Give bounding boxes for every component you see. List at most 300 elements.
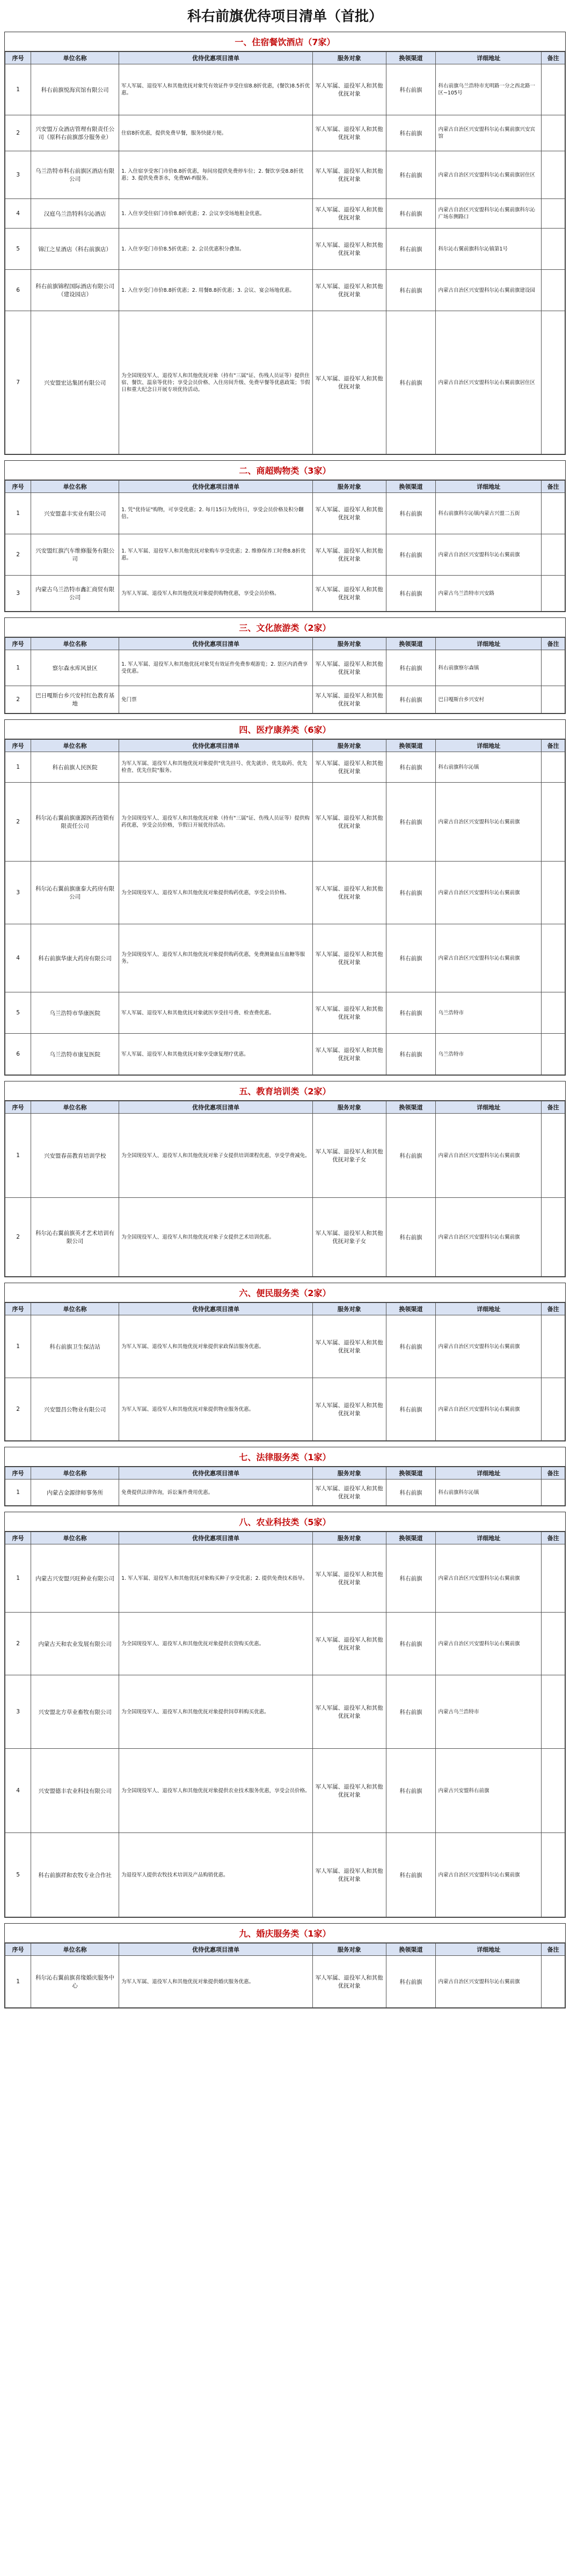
address: 内蒙古自治区兴安盟科尔沁右翼前旗 [436,1315,542,1378]
remark [542,1833,565,1917]
table-header-cell: 优待优惠项目清单 [119,481,313,493]
address: 内蒙古兴安盟科右前旗 [436,1749,542,1833]
benefit-list: 为全国现役军人、退役军人和其他优抚对象（持有"三属"证、伤残人员证等）提供购药优惠，享受会员价格，节假日开展优待活动。 [119,783,313,862]
table-header-row [5,1944,565,1956]
benefit-list: 免费提供法律咨询，诉讼案件费用优惠。 [119,1480,313,1506]
table-header-cell: 单位名称 [31,1532,119,1544]
service-target: 军人军属、退役军人和其他优抚对象 [312,1956,386,2008]
table-row [5,1034,565,1075]
exchange-channel: 科右前旗 [386,576,436,612]
address: 科右前旗察尔森镇 [436,650,542,686]
table-row [5,151,565,199]
table-row [5,311,565,454]
table-row [5,1675,565,1749]
exchange-channel: 科右前旗 [386,1675,436,1749]
table-header-cell: 序号 [5,1944,31,1956]
table-row [5,534,565,576]
exchange-channel: 科右前旗 [386,1198,436,1277]
remark [542,1198,565,1277]
benefit-list: 为全国现役军人、退役军人和其他优抚对象子女提供艺术培训优惠。 [119,1198,313,1277]
benefit-list: 免门票 [119,686,313,713]
service-target: 军人军属、退役军人和其他优抚对象子女 [312,1198,386,1277]
table-header-cell: 服务对象 [312,1101,386,1114]
table-header-cell: 优待优惠项目清单 [119,740,313,752]
unit-name: 内蒙古天和农业发展有限公司 [31,1613,119,1675]
benefit-list: 为军人军属、退役军人和其他优抚对象提供"优先挂号、优先就诊、优先取药、优先检查、优先住院"服务。 [119,752,313,783]
table-header-cell: 序号 [5,638,31,650]
remark [542,1675,565,1749]
benefit-list: 1. 入住享受住宿门市价8.8折优惠；2. 会议享受场地租金优惠。 [119,199,313,229]
table-header-cell: 详细地址 [436,481,542,493]
table-header-cell: 服务对象 [312,1303,386,1315]
service-target: 军人军属、退役军人和其他优抚对象 [312,64,386,115]
table-header-cell: 换领渠道 [386,1303,436,1315]
benefit-list: 为全国现役军人、退役军人和其他优抚对象提供饲草料购买优惠。 [119,1675,313,1749]
unit-name: 兴安盟嘉丰实业有限公司 [31,493,119,534]
exchange-channel: 科右前旗 [386,493,436,534]
remark [542,1613,565,1675]
address: 内蒙古乌兰浩特市兴安路 [436,576,542,612]
table-header-cell: 备注 [542,1532,565,1544]
exchange-channel: 科右前旗 [386,992,436,1034]
table-header-cell: 详细地址 [436,52,542,64]
table-row [5,924,565,992]
benefit-list: 军人军属、退役军人和其他优抚对象享受康复理疗优惠。 [119,1034,313,1075]
unit-name: 乌兰浩特市科右前旗区酒店有限公司 [31,151,119,199]
section-title: 七、法律服务类（1家） [5,1447,565,1467]
remark [542,1544,565,1613]
remark [542,229,565,270]
table-header-cell: 单位名称 [31,52,119,64]
table-header-row [5,481,565,493]
exchange-channel: 科右前旗 [386,1480,436,1506]
table-row [5,1378,565,1441]
row-index: 1 [5,493,31,534]
remark [542,924,565,992]
benefit-list: 军人军属、退役军人和其他优抚对象就医享受挂号费、检查费优惠。 [119,992,313,1034]
service-target: 军人军属、退役军人和其他优抚对象 [312,686,386,713]
row-index: 5 [5,1833,31,1917]
unit-name: 兴安盟宏达集团有限公司 [31,311,119,454]
unit-name: 内蒙古乌兰浩特市鑫汇商贸有限公司 [31,576,119,612]
table-row [5,493,565,534]
section [4,1081,566,1277]
address: 内蒙古自治区兴安盟科尔沁右翼前旗 [436,1198,542,1277]
address: 内蒙古自治区兴安盟科尔沁右翼前旗 [436,783,542,862]
table-row [5,1480,565,1506]
benefit-list: 为全国现役军人、退役军人和其他优抚对象子女提供培训课程优惠，享受学费减免。 [119,1114,313,1198]
table-header-cell: 换领渠道 [386,1101,436,1114]
table-header-row [5,740,565,752]
benefit-list: 为全国现役军人、退役军人和其他优抚对象提供购药优惠，享受会员价格。 [119,862,313,924]
exchange-channel: 科右前旗 [386,1613,436,1675]
service-target: 军人军属、退役军人和其他优抚对象 [312,1034,386,1075]
table-header-cell: 备注 [542,638,565,650]
table-header-cell: 详细地址 [436,1303,542,1315]
table-header-cell: 详细地址 [436,1532,542,1544]
unit-name: 兴安盟红旗汽车维修服务有限公司 [31,534,119,576]
benefit-list: 1. 军人军属、退役军人和其他优抚对象凭有效证件免费参观游览；2. 景区内消费享受优惠。 [119,650,313,686]
row-index: 7 [5,311,31,454]
remark [542,64,565,115]
service-target: 军人军属、退役军人和其他优抚对象 [312,534,386,576]
exchange-channel: 科右前旗 [386,1378,436,1441]
section [4,460,566,612]
exchange-channel: 科右前旗 [386,1114,436,1198]
exchange-channel: 科右前旗 [386,783,436,862]
service-target: 军人军属、退役军人和其他优抚对象 [312,1749,386,1833]
table-header-cell: 服务对象 [312,1944,386,1956]
table-header-cell: 优待优惠项目清单 [119,1532,313,1544]
unit-name: 兴安盟北方草业畜牧有限公司 [31,1675,119,1749]
address: 内蒙古自治区兴安盟科尔沁右翼前旗 [436,1114,542,1198]
table-header-cell: 详细地址 [436,1467,542,1480]
table-header-cell: 单位名称 [31,1303,119,1315]
table-header-cell: 单位名称 [31,481,119,493]
section [4,1283,566,1441]
row-index: 2 [5,1613,31,1675]
address: 内蒙古自治区兴安盟科尔沁右翼前旗 [436,924,542,992]
row-index: 2 [5,1378,31,1441]
table-row [5,752,565,783]
service-target: 军人军属、退役军人和其他优抚对象 [312,752,386,783]
section [4,1512,566,1918]
address: 内蒙古自治区兴安盟科尔沁右翼前旗居住区 [436,311,542,454]
service-target: 军人军属、退役军人和其他优抚对象 [312,783,386,862]
table-header-cell: 备注 [542,481,565,493]
row-index: 1 [5,650,31,686]
table-header-cell: 优待优惠项目清单 [119,52,313,64]
service-target: 军人军属、退役军人和其他优抚对象 [312,270,386,311]
row-index: 1 [5,64,31,115]
unit-name: 内蒙古金源律师事务所 [31,1480,119,1506]
unit-name: 科右前旗祥和农牧专业合作社 [31,1833,119,1917]
remark [542,1034,565,1075]
remark [542,1749,565,1833]
benefit-list: 1. 军人军属、退役军人和其他优抚对象购车享受优惠；2. 维修保养工时费8.8折优惠。 [119,534,313,576]
remark [542,862,565,924]
benefit-list: 为军人军属、退役军人和其他优抚对象提供婚庆服务优惠。 [119,1956,313,2008]
address: 内蒙古自治区兴安盟科尔沁右翼前旗居住区 [436,151,542,199]
unit-name: 科右前旗锦程国际酒店有限公司（建设园店） [31,270,119,311]
unit-name: 乌兰浩特市康复医院 [31,1034,119,1075]
sections-container [4,32,566,2008]
remark [542,1956,565,2008]
benefit-list: 为全国现役军人、退役军人和其他优抚对象（持有"三属"证、伤残人员证等）提供住宿、餐饮、温泉等优待；享受会员价格、入住房间升级、免费早餐等优惠政策；节假日和重大纪念日开展专项优待活动。 [119,311,313,454]
unit-name: 科尔沁右翼前旗康源医药连锁有限责任公司 [31,783,119,862]
table-row [5,229,565,270]
row-index: 3 [5,576,31,612]
section [4,617,566,714]
service-target: 军人军属、退役军人和其他优抚对象 [312,493,386,534]
exchange-channel: 科右前旗 [386,229,436,270]
section [4,32,566,455]
table-row [5,686,565,713]
table-header-cell: 优待优惠项目清单 [119,638,313,650]
table-header-cell: 序号 [5,1101,31,1114]
row-index: 1 [5,1114,31,1198]
service-target: 军人军属、退役军人和其他优抚对象 [312,151,386,199]
unit-name: 兴安盟万众酒店管理有限责任公司（原科右前旗部分服务业） [31,115,119,151]
section-table [5,1532,565,1917]
table-row [5,115,565,151]
unit-name: 巴日嘎斯台乡兴安村红色教育基地 [31,686,119,713]
table-header-cell: 服务对象 [312,1532,386,1544]
section-title: 三、文化旅游类（2家） [5,618,565,637]
service-target: 军人军属、退役军人和其他优抚对象 [312,1544,386,1613]
table-row [5,783,565,862]
table-header-row [5,1532,565,1544]
unit-name: 内蒙古兴安盟兴旺种业有限公司 [31,1544,119,1613]
unit-name: 汉庭乌兰浩特科尔沁酒店 [31,199,119,229]
remark [542,1378,565,1441]
remark [542,752,565,783]
table-row [5,1749,565,1833]
table-header-cell: 换领渠道 [386,1532,436,1544]
table-header-cell: 服务对象 [312,1467,386,1480]
exchange-channel: 科右前旗 [386,151,436,199]
table-header-cell: 备注 [542,52,565,64]
unit-name: 科右前旗卫生保洁站 [31,1315,119,1378]
section-title: 一、住宿餐饮酒店（7家） [5,32,565,51]
address: 内蒙古自治区兴安盟科尔沁右翼前旗 [436,862,542,924]
row-index: 1 [5,1480,31,1506]
row-index: 6 [5,1034,31,1075]
exchange-channel: 科右前旗 [386,270,436,311]
unit-name: 科尔沁右翼前旗康泰大药房有限公司 [31,862,119,924]
address: 科右前旗科尔沁镇 [436,1480,542,1506]
service-target: 军人军属、退役军人和其他优抚对象 [312,229,386,270]
table-header-cell: 换领渠道 [386,638,436,650]
address: 科尔沁右翼前旗科尔沁镇第1号 [436,229,542,270]
section [4,719,566,1076]
table-header-row [5,638,565,650]
unit-name: 察尔森水库风景区 [31,650,119,686]
table-header-cell: 换领渠道 [386,52,436,64]
row-index: 4 [5,1749,31,1833]
service-target: 军人军属、退役军人和其他优抚对象 [312,992,386,1034]
table-header-cell: 服务对象 [312,481,386,493]
exchange-channel: 科右前旗 [386,115,436,151]
table-header-cell: 序号 [5,481,31,493]
unit-name: 科尔沁右翼前旗英才艺术培训有限公司 [31,1198,119,1277]
address: 内蒙古自治区兴安盟科尔沁右翼前旗 [436,1378,542,1441]
benefit-list: 为退役军人提供农牧技术培训及产品购销优惠。 [119,1833,313,1917]
exchange-channel: 科右前旗 [386,1956,436,2008]
table-header-cell: 单位名称 [31,638,119,650]
service-target: 军人军属、退役军人和其他优抚对象 [312,1613,386,1675]
table-row [5,270,565,311]
table-header-cell: 换领渠道 [386,1944,436,1956]
service-target: 军人军属、退役军人和其他优抚对象 [312,1480,386,1506]
address: 科右前旗科尔沁镇内蒙古兴盟二五街 [436,493,542,534]
address: 内蒙古自治区兴安盟科尔沁右翼前旗 [436,1613,542,1675]
section [4,1447,566,1506]
benefit-list: 1. 凭"优待证"购物，可享受优惠；2. 每月15日为优待日，享受会员价格及积分翻倍。 [119,493,313,534]
page-title: 科右前旗优待项目清单（首批） [187,9,383,25]
address: 科右前旗科尔沁镇 [436,752,542,783]
benefit-list: 1. 入住宿享受客门市价8.8折优惠，每间房提供免费停车位；2. 餐饮享受8.8折优惠；3. 提供免费茶水，免费Wi-Fi服务。 [119,151,313,199]
section-title: 八、农业科技类（5家） [5,1512,565,1532]
section-title: 五、教育培训类（2家） [5,1081,565,1101]
service-target: 军人军属、退役军人和其他优抚对象 [312,576,386,612]
table-header-cell: 备注 [542,1944,565,1956]
row-index: 2 [5,783,31,862]
exchange-channel: 科右前旗 [386,924,436,992]
row-index: 4 [5,199,31,229]
benefit-list: 为全国现役军人、退役军人和其他优抚对象提供农业技术服务优惠，享受会员价格。 [119,1749,313,1833]
row-index: 2 [5,115,31,151]
unit-name: 科右前旗悦海宾馆有限公司 [31,64,119,115]
table-row [5,1833,565,1917]
table-header-cell: 单位名称 [31,1944,119,1956]
row-index: 2 [5,534,31,576]
exchange-channel: 科右前旗 [386,64,436,115]
table-header-cell: 单位名称 [31,1467,119,1480]
service-target: 军人军属、退役军人和其他优抚对象 [312,115,386,151]
table-header-cell: 详细地址 [436,740,542,752]
unit-name: 科右前旗人民医院 [31,752,119,783]
table-header-cell: 服务对象 [312,740,386,752]
address: 内蒙古自治区兴安盟科尔沁右翼前旗科尔沁广场东侧路口 [436,199,542,229]
exchange-channel: 科右前旗 [386,862,436,924]
remark [542,493,565,534]
unit-name: 科尔沁右翼前旗喜缘婚庆服务中心 [31,1956,119,2008]
table-header-cell: 序号 [5,1532,31,1544]
row-index: 3 [5,862,31,924]
row-index: 4 [5,924,31,992]
benefit-list: 为军人军属、退役军人和其他优抚对象提供家政保洁服务优惠。 [119,1315,313,1378]
section-table [5,480,565,612]
table-header-row [5,1101,565,1114]
address: 内蒙古自治区兴安盟科尔沁右翼前旗 [436,1544,542,1613]
row-index: 5 [5,992,31,1034]
table-header-cell: 服务对象 [312,638,386,650]
service-target: 军人军属、退役军人和其他优抚对象 [312,1378,386,1441]
table-row [5,64,565,115]
service-target: 军人军属、退役军人和其他优抚对象 [312,924,386,992]
row-index: 3 [5,1675,31,1749]
table-header-cell: 序号 [5,1303,31,1315]
remark [542,311,565,454]
section-title: 九、婚庆服务类（1家） [5,1924,565,1943]
row-index: 1 [5,752,31,783]
benefit-list: 1. 入住享受门市价8.8折优惠；2. 用餐8.8折优惠；3. 会议、宴会场地优惠。 [119,270,313,311]
benefit-list: 住宿8折优惠，提供免费早餐，服务快捷方便。 [119,115,313,151]
table-header-cell: 优待优惠项目清单 [119,1303,313,1315]
benefit-list: 为全国现役军人、退役军人和其他优抚对象提供农资购买优惠。 [119,1613,313,1675]
table-header-cell: 备注 [542,1303,565,1315]
service-target: 军人军属、退役军人和其他优抚对象 [312,650,386,686]
service-target: 军人军属、退役军人和其他优抚对象 [312,311,386,454]
section [4,1923,566,2008]
remark [542,534,565,576]
table-row [5,650,565,686]
unit-name: 兴安盟德丰农业科技有限公司 [31,1749,119,1833]
address: 内蒙古自治区兴安盟科尔沁右翼前旗建设园 [436,270,542,311]
benefit-list: 为全国现役军人、退役军人和其他优抚对象提供购药优惠，免费测量血压血糖等服务。 [119,924,313,992]
unit-name: 乌兰浩特市华康医院 [31,992,119,1034]
table-header-cell: 换领渠道 [386,481,436,493]
remark [542,1480,565,1506]
table-header-cell: 详细地址 [436,638,542,650]
address: 科右前旗乌兰浩特市光明路一分之西北路一区~105号 [436,64,542,115]
exchange-channel: 科右前旗 [386,686,436,713]
table-row [5,1544,565,1613]
table-row [5,1315,565,1378]
table-row [5,1956,565,2008]
table-header-cell: 优待优惠项目清单 [119,1101,313,1114]
address: 内蒙古自治区兴安盟科尔沁右翼前旗兴安宾馆 [436,115,542,151]
service-target: 军人军属、退役军人和其他优抚对象 [312,862,386,924]
table-header-row [5,1467,565,1480]
unit-name: 科右前旗华康大药房有限公司 [31,924,119,992]
remark [542,199,565,229]
exchange-channel: 科右前旗 [386,1833,436,1917]
table-header-cell: 序号 [5,52,31,64]
section-table [5,1302,565,1441]
section-title: 四、医疗康养类（6家） [5,720,565,739]
exchange-channel: 科右前旗 [386,752,436,783]
remark [542,1315,565,1378]
table-header-cell: 备注 [542,1101,565,1114]
address: 内蒙古自治区兴安盟科尔沁右翼前旗 [436,534,542,576]
table-header-cell: 单位名称 [31,740,119,752]
row-index: 6 [5,270,31,311]
row-index: 2 [5,686,31,713]
section-table [5,1943,565,2008]
table-row [5,199,565,229]
address: 内蒙古自治区兴安盟科尔沁右翼前旗 [436,1833,542,1917]
unit-name: 兴安盟春苗教育培训学校 [31,1114,119,1198]
exchange-channel: 科右前旗 [386,311,436,454]
exchange-channel: 科右前旗 [386,650,436,686]
row-index: 1 [5,1544,31,1613]
table-header-cell: 详细地址 [436,1101,542,1114]
remark [542,783,565,862]
address: 内蒙古乌兰浩特市 [436,1675,542,1749]
row-index: 3 [5,151,31,199]
exchange-channel: 科右前旗 [386,1315,436,1378]
benefit-list: 1. 入住享受门市价8.5折优惠；2. 会员优惠积分叠加。 [119,229,313,270]
service-target: 军人军属、退役军人和其他优抚对象 [312,1315,386,1378]
section-table [5,637,565,713]
benefit-list: 为军人军属、退役军人和其他优抚对象提供购物优惠，享受会员价格。 [119,576,313,612]
table-header-row [5,52,565,64]
remark [542,650,565,686]
row-index: 5 [5,229,31,270]
table-row [5,862,565,924]
benefit-list: 为军人军属、退役军人和其他优抚对象提供物业服务优惠。 [119,1378,313,1441]
table-row [5,1114,565,1198]
table-header-cell: 换领渠道 [386,740,436,752]
table-header-cell: 备注 [542,740,565,752]
table-header-cell: 详细地址 [436,1944,542,1956]
section-title: 二、商超购物类（3家） [5,461,565,480]
benefit-list: 军人军属、退役军人和其他优抚对象凭有效证件享受住宿8.8折优惠，(餐饮)8.5折优惠。 [119,64,313,115]
table-header-cell: 序号 [5,740,31,752]
section-table [5,1101,565,1277]
section-table [5,51,565,454]
table-row [5,576,565,612]
section-title: 六、便民服务类（2家） [5,1283,565,1302]
row-index: 2 [5,1198,31,1277]
row-index: 1 [5,1956,31,2008]
table-row [5,1613,565,1675]
benefit-list: 1. 军人军属、退役军人和其他优抚对象购买种子享受优惠；2. 提供免费技术指导。 [119,1544,313,1613]
remark [542,270,565,311]
table-header-cell: 换领渠道 [386,1467,436,1480]
